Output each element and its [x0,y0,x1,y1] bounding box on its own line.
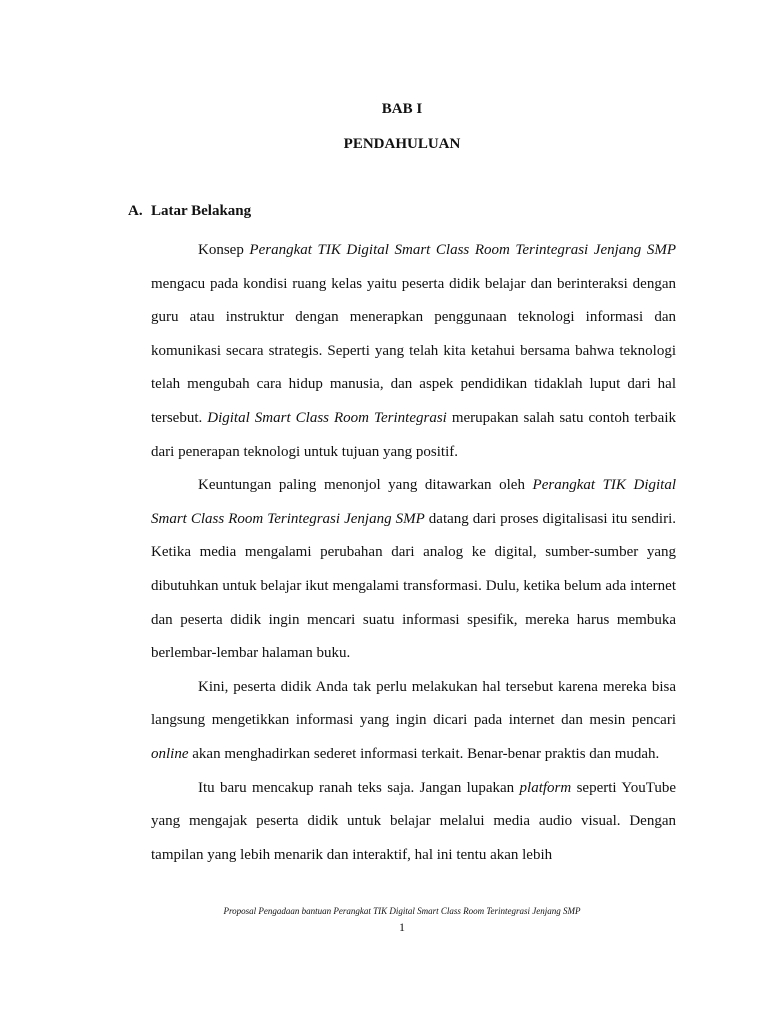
page-number: 1 [399,920,405,934]
text-run: datang dari proses digitalisasi itu sendiri. Ketika media mengalami perubahan dari analog ke digital, sumber-sumber yang dibutuhkan untuk belajar ikut mengalami transformasi. Dulu, ketika belum ada internet dan peserta didik ingin mencari suatu informasi spesifik, mereka harus membuka berlembar-lembar halaman buku. [151,510,676,662]
text-run: mengacu pada kondisi ruang kelas yaitu peserta didik belajar dan berinteraksi dengan guru atau instruktur dengan menerapkan penggunaan teknologi informasi dan komunikasi secara strategis. Seperti yang telah kita ketahui bersama bahwa teknologi telah mengubah cara hidup manusia, dan aspek pendidikan tidaklah luput dari hal tersebut. [151,275,676,426]
paragraph [151,234,676,469]
text-run: merupakan salah satu contoh terbaik dari penerapan teknologi untuk tujuan yang positif. [151,409,677,460]
text-run: seperti YouTube yang mengajak peserta didik untuk belajar melalui media audio visual. Dengan tampilan yang lebih menarik dan interaktif, hal ini tentu akan lebih [151,779,676,863]
paragraph [151,469,676,671]
italic-term: Perangkat TIK Digital Smart Class Room Terintegrasi Jenjang SMP [249,242,677,258]
italic-term: platform [519,779,572,796]
section-marker: A. [128,203,143,219]
section-heading [128,203,251,220]
page-footer: Proposal Pengadaan bantuan Perangkat TIK Digital Smart Class Room Terintegrasi Jenjang SMP [223,906,581,916]
paragraph [151,671,676,772]
text-run: Keuntungan paling menonjol yang ditawarkan oleh [198,477,533,494]
italic-term: online [151,745,189,762]
section-title: Latar Belakang [151,203,252,219]
italic-term: Perangkat TIK Digital Smart Class Room Terintegrasi Jenjang SMP [151,477,677,527]
text-run: Kini, peserta didik Anda tak perlu melakukan hal tersebut karena mereka bisa langsung mengetikkan informasi yang ingin dicari pada internet dan mesin pencari [151,678,676,729]
chapter-label: BAB I [381,101,423,117]
text-run: akan menghadirkan sederet informasi terkait. Benar-benar praktis dan mudah. [188,745,660,762]
text-run: Konsep [198,242,250,258]
body-text [151,234,676,872]
text-run: Itu baru mencakup ranah teks saja. Jangan lupakan [198,779,520,796]
paragraph [151,772,676,873]
italic-term: Digital Smart Class Room Terintegrasi [207,409,447,426]
chapter-title: PENDAHULUAN [343,136,461,152]
